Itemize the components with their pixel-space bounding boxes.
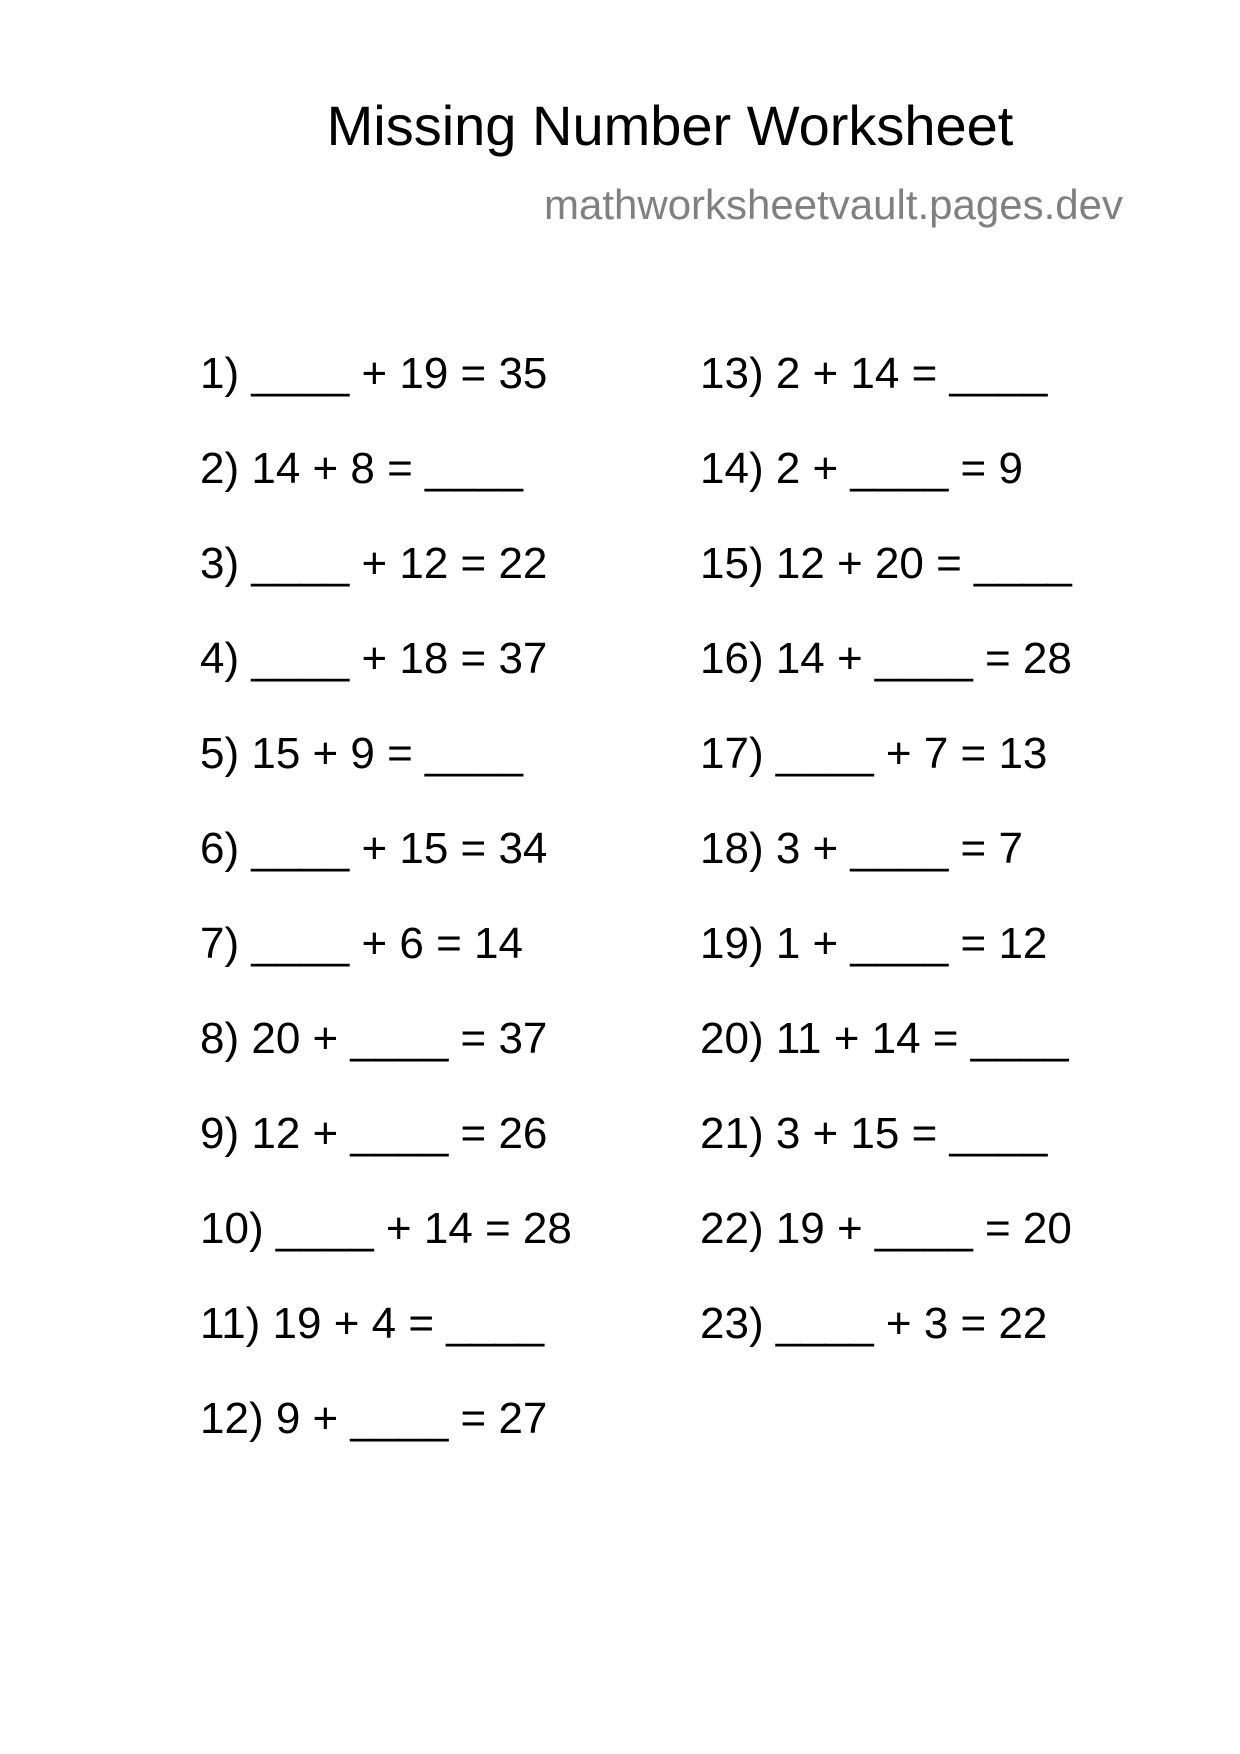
- problem-6: 6) ____ + 15 = 34: [200, 824, 548, 873]
- problem-21: 21) 3 + 15 = ____: [700, 1109, 1048, 1158]
- problem-20: 20) 11 + 14 = ____: [700, 1014, 1069, 1063]
- problem-14: 14) 2 + ____ = 9: [700, 444, 1023, 493]
- problem-13: 13) 2 + 14 = ____: [700, 349, 1048, 398]
- problem-10: 10) ____ + 14 = 28: [200, 1204, 572, 1253]
- problem-18: 18) 3 + ____ = 7: [700, 824, 1023, 873]
- problem-2: 2) 14 + 8 = ____: [200, 444, 523, 493]
- problem-5: 5) 15 + 9 = ____: [200, 729, 523, 778]
- problem-9: 9) 12 + ____ = 26: [200, 1109, 548, 1158]
- problem-19: 19) 1 + ____ = 12: [700, 919, 1048, 968]
- problem-16: 16) 14 + ____ = 28: [700, 634, 1072, 683]
- problem-3: 3) ____ + 12 = 22: [200, 539, 548, 588]
- problem-17: 17) ____ + 7 = 13: [700, 729, 1048, 778]
- problem-12: 12) 9 + ____ = 27: [200, 1394, 548, 1443]
- source-url: mathworksheetvault.pages.dev: [544, 181, 1123, 228]
- problem-23: 23) ____ + 3 = 22: [700, 1299, 1048, 1348]
- worksheet-title: Missing Number Worksheet: [326, 94, 1014, 157]
- problem-4: 4) ____ + 18 = 37: [200, 634, 548, 683]
- problem-7: 7) ____ + 6 = 14: [200, 919, 523, 968]
- problem-11: 11) 19 + 4 = ____: [200, 1299, 545, 1348]
- problem-1: 1) ____ + 19 = 35: [200, 349, 548, 398]
- problem-22: 22) 19 + ____ = 20: [700, 1204, 1072, 1253]
- problem-8: 8) 20 + ____ = 37: [200, 1014, 548, 1063]
- problem-15: 15) 12 + 20 = ____: [700, 539, 1072, 588]
- problem-column-left: [200, 349, 572, 1492]
- problem-column-right: [700, 349, 1072, 1397]
